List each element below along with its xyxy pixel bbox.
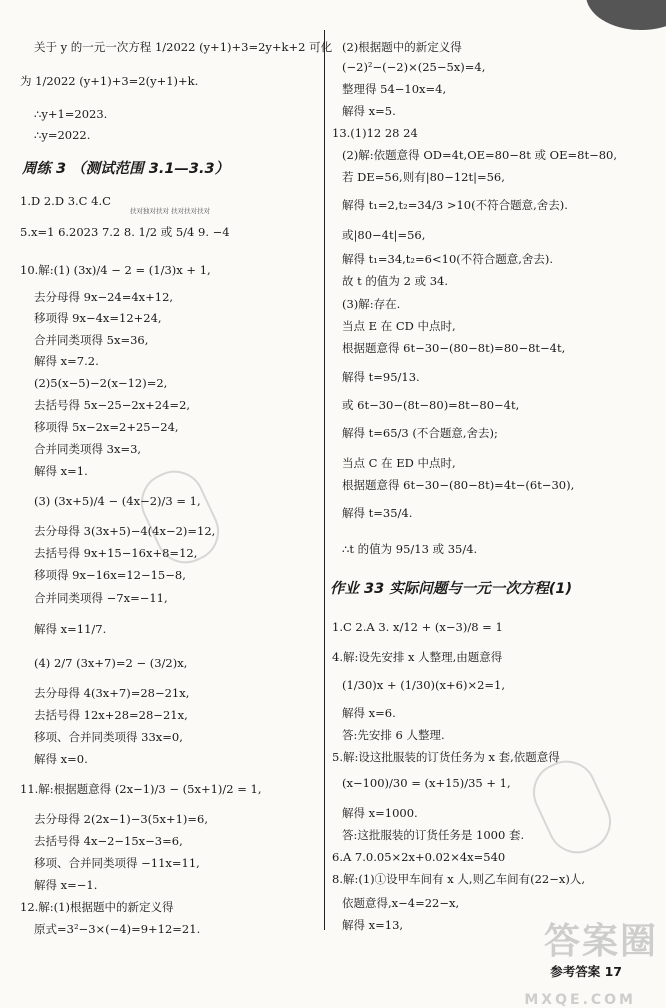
answer-line: 5.x=1 6.2023 7.2 8. 1/2 或 5/4 9. −4 <box>20 225 230 239</box>
answer-line: 6.A 7.0.05×2x+0.02×4x=540 <box>332 850 506 864</box>
answer-line: 11.解:根据题意得 (2x−1)/3 − (5x+1)/2 = 1, <box>20 782 262 796</box>
text-line: ∴y=2022. <box>34 128 91 142</box>
answer-line: 或 6t−30−(8t−80)=8t−80−4t, <box>342 398 520 412</box>
watermark-url: MXQE.COM <box>524 992 636 1008</box>
answer-line: 合并同类项得 3x=3, <box>34 442 142 456</box>
answer-line: ∴t 的值为 95/13 或 35/4. <box>342 542 478 556</box>
answer-line: 解得 x=6. <box>342 706 396 720</box>
answer-line: 根据题意得 6t−30−(80−8t)=4t−(6t−30), <box>342 478 575 492</box>
text-line: ∴y+1=2023. <box>34 107 108 121</box>
text-line: 关于 y 的一元一次方程 1/2022 (y+1)+3=2y+k+2 可化 <box>34 40 333 54</box>
answer-line: (3)解:存在. <box>342 297 401 311</box>
answer-line: 解得 x=1. <box>34 464 88 478</box>
answer-line: 12.解:(1)根据题中的新定义得 <box>20 900 174 914</box>
answer-line: 当点 E 在 CD 中点时, <box>342 319 456 333</box>
answer-line: 或|80−4t|=56, <box>342 228 426 242</box>
answer-line: 解得 x=0. <box>34 752 88 766</box>
answer-line: 8.解:(1)①设甲车间有 x 人,则乙车间有(22−x)人, <box>332 872 585 886</box>
answer-line: 解得 t=95/13. <box>342 370 420 384</box>
answer-line: 合并同类项得 −7x=−11, <box>34 591 168 605</box>
right-column <box>332 0 657 1004</box>
section-heading: 周练 3 （测试范围 3.1—3.3） <box>22 161 230 177</box>
section-heading: 作业 33 实际问题与一元一次方程(1) <box>330 581 573 597</box>
text-line: 为 1/2022 (y+1)+3=2(y+1)+k. <box>20 74 199 88</box>
answer-line: (3) (3x+5)/4 − (4x−2)/3 = 1, <box>34 494 201 508</box>
answer-line: 解得 x=7.2. <box>34 354 99 368</box>
answer-line: (4) 2/7 (3x+7)=2 − (3/2)x, <box>34 656 188 670</box>
answer-line: 解得 x=1000. <box>342 806 418 820</box>
answer-line: 去分母得 3(3x+5)−4(4x−2)=12, <box>34 524 216 538</box>
answer-line: 去分母得 9x−24=4x+12, <box>34 290 174 304</box>
answer-line: 去括号得 5x−25−2x+24=2, <box>34 398 191 412</box>
answer-line: 当点 C 在 ED 中点时, <box>342 456 456 470</box>
answer-line: (2)5(x−5)−2(x−12)=2, <box>34 376 168 390</box>
answer-line: 1.D 2.D 3.C 4.C <box>20 194 111 208</box>
answer-line: 解得 x=13, <box>342 918 404 932</box>
answer-line: 根据题意得 6t−30−(80−8t)=80−8t−4t, <box>342 341 566 355</box>
answer-line: 答:这批服装的订货任务是 1000 套. <box>342 828 525 842</box>
answer-line: 移项得 9x−16x=12−15−8, <box>34 568 186 582</box>
answer-line: 依题意得,x−4=22−x, <box>342 896 460 910</box>
answer-line: 故 t 的值为 2 或 34. <box>342 274 449 288</box>
answer-line: 解得 t=35/4. <box>342 506 413 520</box>
answer-line: (2)解:依题意得 OD=4t,OE=80−8t 或 OE=8t−80, <box>342 148 617 162</box>
page-footer: 参考答案 17 <box>550 964 622 979</box>
answer-line: 解得 t₁=2,t₂=34/3 >10(不符合题意,舍去). <box>342 198 568 212</box>
answer-line: 解得 x=11/7. <box>34 622 107 636</box>
answer-line: 移项得 5x−2x=2+25−24, <box>34 420 179 434</box>
answer-line: 移项、合并同类项得 33x=0, <box>34 730 183 744</box>
answer-line: (1/30)x + (1/30)(x+6)×2=1, <box>342 678 505 692</box>
answer-line: 移项得 9x−4x=12+24, <box>34 311 162 325</box>
answer-line: 原式=3²−3×(−4)=9+12=21. <box>34 922 201 936</box>
answer-line: (x−100)/30 = (x+15)/35 + 1, <box>342 776 511 790</box>
answer-line: 去括号得 4x−2−15x−3=6, <box>34 834 183 848</box>
answer-line: 去分母得 4(3x+7)=28−21x, <box>34 686 190 700</box>
answer-line: 去括号得 12x+28=28−21x, <box>34 708 188 722</box>
answer-line: 合并同类项得 5x=36, <box>34 333 149 347</box>
answer-line: (−2)²−(−2)×(25−5x)=4, <box>342 60 486 74</box>
answer-line: 解得 x=5. <box>342 104 396 118</box>
answer-line: 1.C 2.A 3. x/12 + (x−3)/8 = 1 <box>332 620 503 634</box>
answer-line: 移项、合并同类项得 −11x=11, <box>34 856 200 870</box>
stamp-text: 扶对独对扶对 扶对扶对扶对 <box>130 207 211 215</box>
answer-line: 答:先安排 6 人整理. <box>342 728 445 742</box>
watermark-logo: 答案圈 <box>543 921 658 962</box>
answer-line: (2)根据题中的新定义得 <box>342 40 462 54</box>
left-column <box>20 0 333 1004</box>
answer-line: 若 DE=56,则有|80−12t|=56, <box>342 170 505 184</box>
answer-line: 去括号得 9x+15−16x+8=12, <box>34 546 198 560</box>
answer-line: 4.解:设先安排 x 人整理,由题意得 <box>332 650 503 664</box>
answer-line: 解得 t₁=34,t₂=6<10(不符合题意,舍去). <box>342 252 554 266</box>
answer-line: 去分母得 2(2x−1)−3(5x+1)=6, <box>34 812 208 826</box>
answer-line: 13.(1)12 28 24 <box>332 126 418 140</box>
answer-line: 10.解:(1) (3x)/4 − 2 = (1/3)x + 1, <box>20 263 211 277</box>
answer-line: 整理得 54−10x=4, <box>342 82 447 96</box>
answer-line: 解得 t=65/3 (不合题意,舍去); <box>342 426 498 440</box>
answer-line: 5.解:设这批服装的订货任务为 x 套,依题意得 <box>332 750 560 764</box>
column-divider <box>324 30 325 930</box>
answer-line: 解得 x=−1. <box>34 878 98 892</box>
